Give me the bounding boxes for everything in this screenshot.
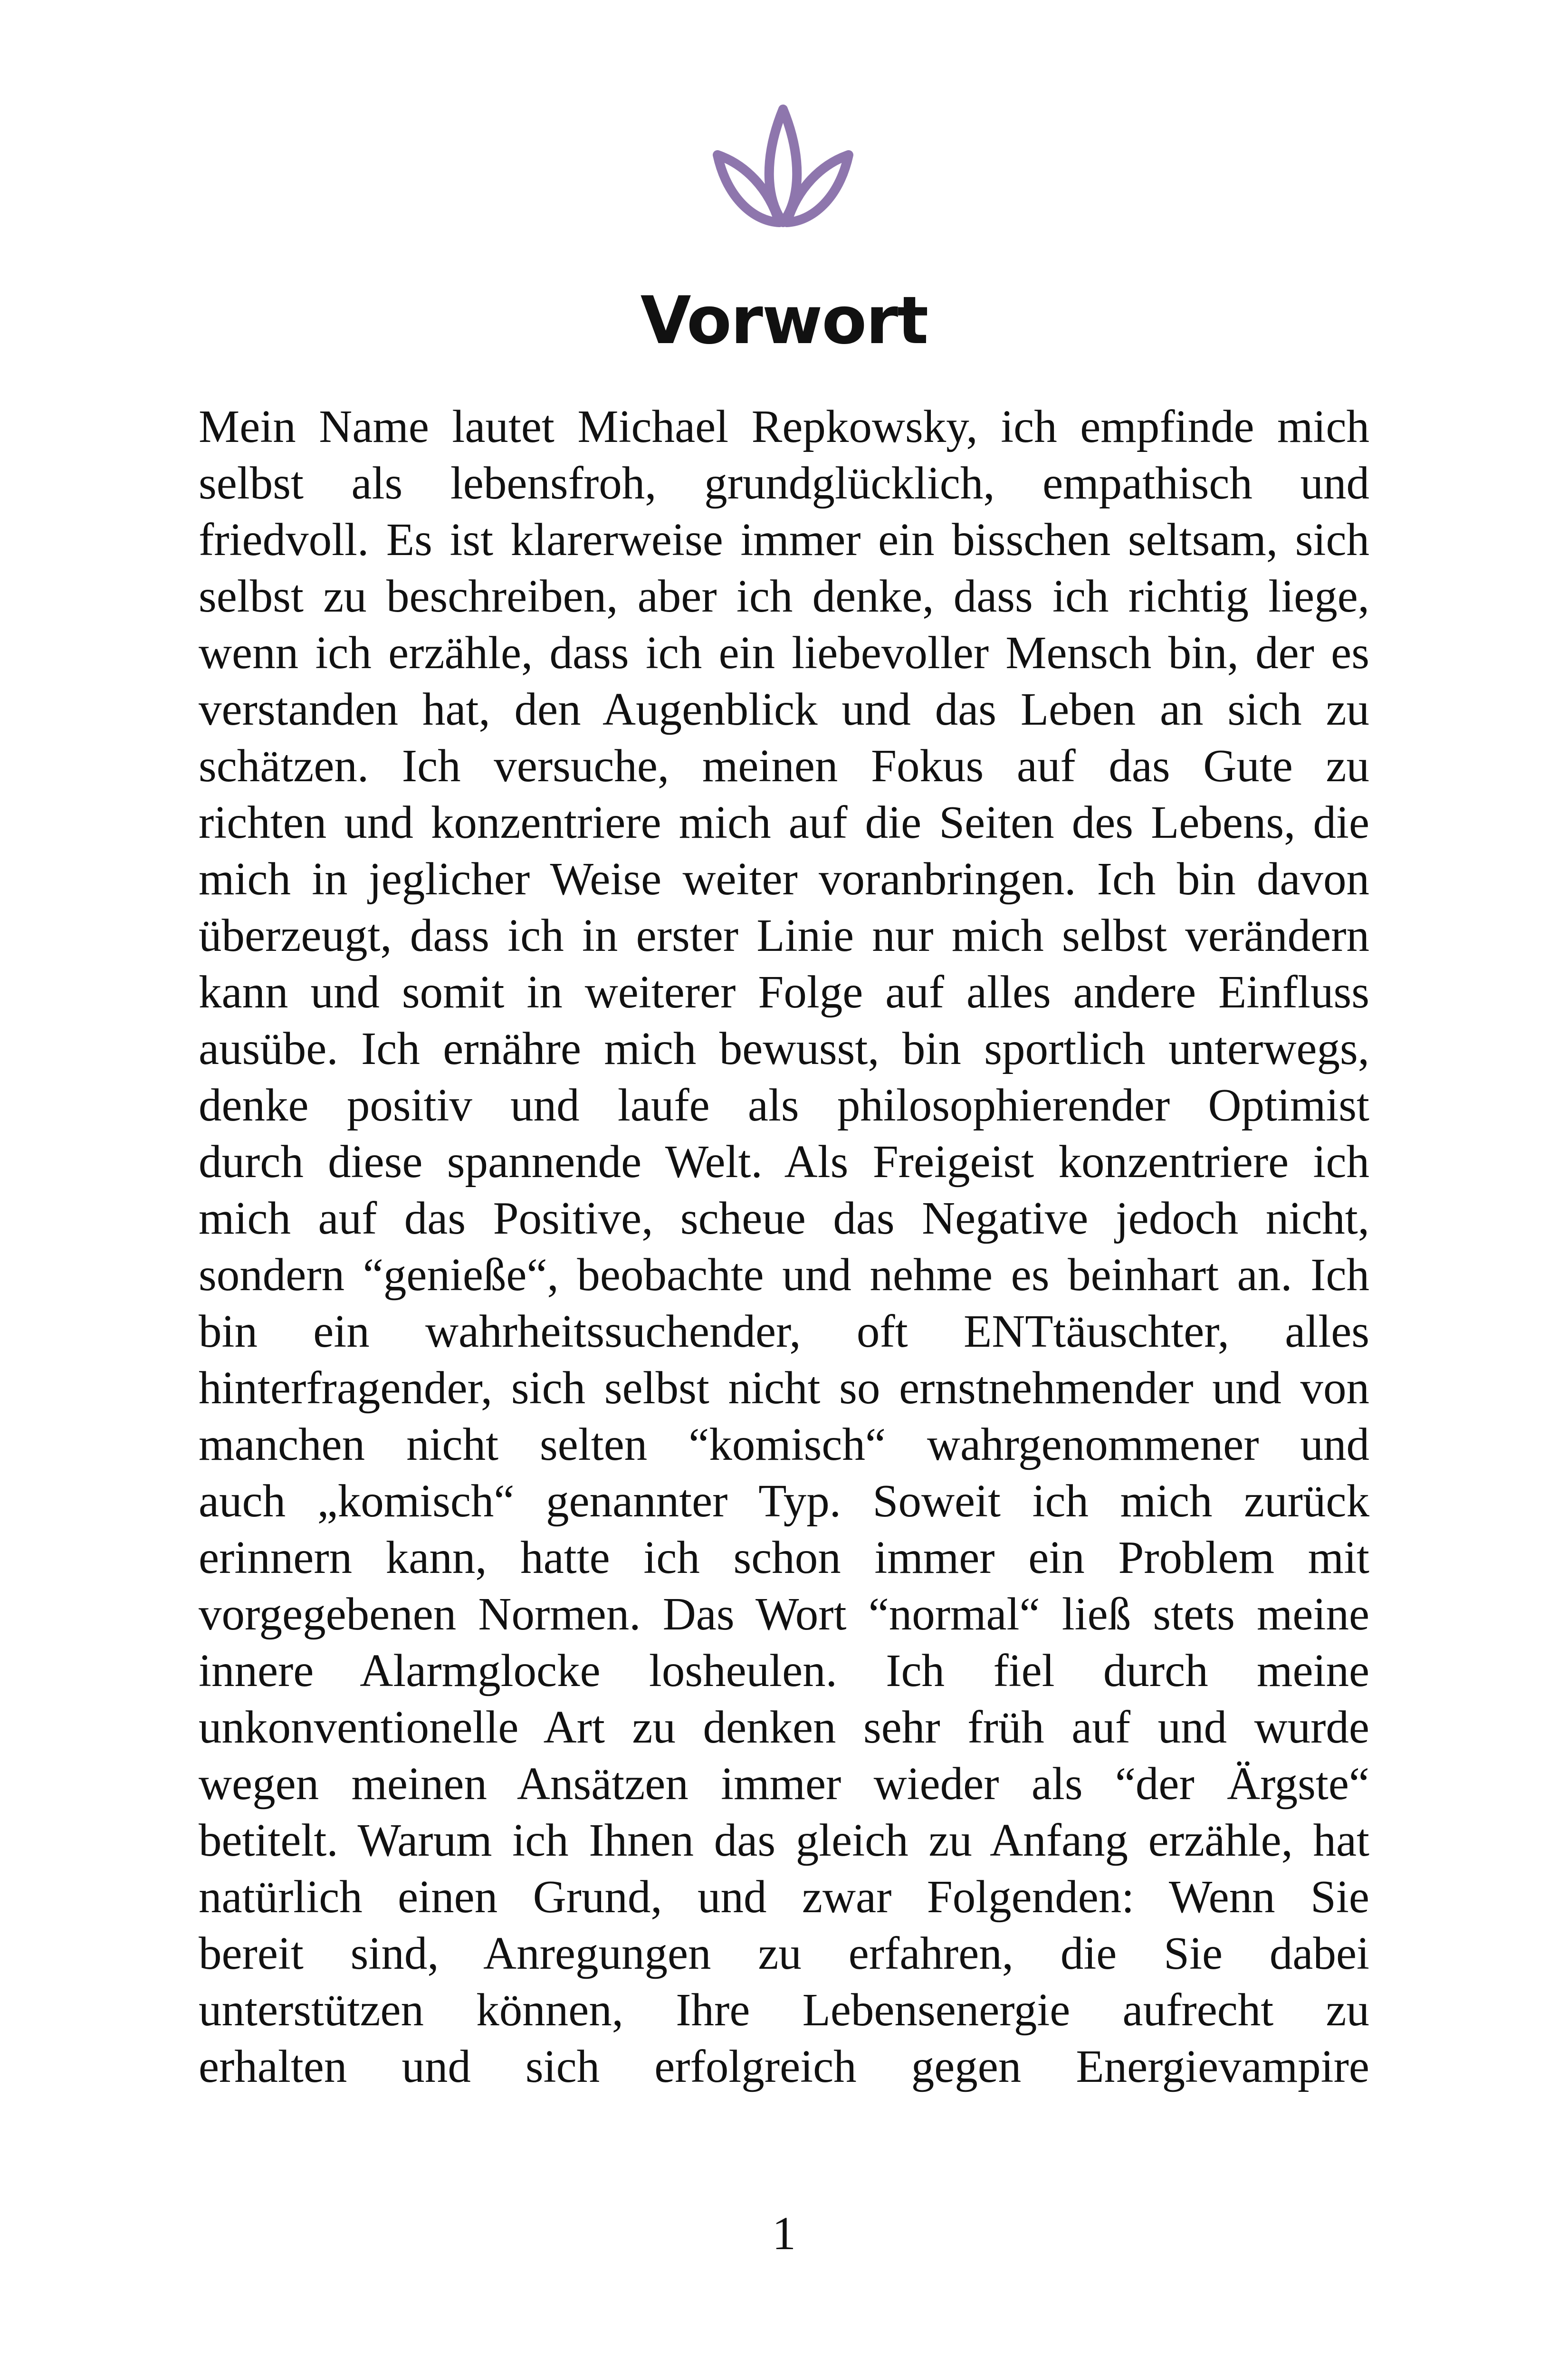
text-line: sondern “genieße“, beobachte und nehme es beinhart an. Ich <box>199 1249 1369 1300</box>
page-number: 1 <box>772 2207 796 2260</box>
lotus-icon <box>712 104 854 228</box>
text-line: unkonventionelle Art zu denken sehr früh auf und wurde <box>199 1702 1369 1753</box>
text-line: hinterfragender, sich selbst nicht so ernstnehmender und von <box>199 1362 1369 1413</box>
text-line: innere Alarmglocke losheulen. Ich fiel durch meine <box>199 1645 1369 1696</box>
text-line: friedvoll. Es ist klarerweise immer ein bisschen seltsam, sich <box>199 514 1369 565</box>
text-line: richten und konzentriere mich auf die Seiten des Lebens, die <box>199 797 1369 848</box>
body-paragraph <box>199 398 1369 2095</box>
text-line: ausübe. Ich ernähre mich bewusst, bin sportlich unterwegs, <box>199 1023 1369 1074</box>
text-line: vorgegebenen Normen. Das Wort “normal“ ließ stets meine <box>199 1589 1369 1639</box>
chapter-title: Vorwort <box>640 282 928 359</box>
text-line: manchen nicht selten “komisch“ wahrgenommener und <box>199 1419 1369 1470</box>
text-line: erhalten und sich erfolgreich gegen Energievampire <box>199 2041 1369 2092</box>
text-line: überzeugt, dass ich in erster Linie nur mich selbst verändern <box>199 910 1369 961</box>
text-line: betitelt. Warum ich Ihnen das gleich zu Anfang erzähle, hat <box>199 1815 1369 1866</box>
text-line: natürlich einen Grund, und zwar Folgenden: Wenn Sie <box>199 1871 1369 1922</box>
text-line: denke positiv und laufe als philosophierender Optimist <box>199 1080 1369 1131</box>
text-line: erinnern kann, hatte ich schon immer ein Problem mit <box>199 1532 1369 1583</box>
text-line: unterstützen können, Ihre Lebensenergie aufrecht zu <box>199 1984 1369 2035</box>
text-line: wenn ich erzähle, dass ich ein liebevoller Mensch bin, der es <box>199 627 1369 678</box>
text-line: mich in jeglicher Weise weiter voranbringen. Ich bin davon <box>199 853 1369 904</box>
text-line: verstanden hat, den Augenblick und das Leben an sich zu <box>199 684 1369 735</box>
text-line: kann und somit in weiterer Folge auf alles andere Einfluss <box>199 967 1369 1017</box>
text-line: durch diese spannende Welt. Als Freigeist konzentriere ich <box>199 1136 1369 1187</box>
text-line: mich auf das Positive, scheue das Negative jedoch nicht, <box>199 1193 1369 1244</box>
text-line: selbst zu beschreiben, aber ich denke, dass ich richtig liege, <box>199 571 1369 622</box>
text-line: bereit sind, Anregungen zu erfahren, die Sie dabei <box>199 1928 1369 1979</box>
text-line: schätzen. Ich versuche, meinen Fokus auf das Gute zu <box>199 740 1369 791</box>
text-line: selbst als lebensfroh, grundglücklich, empathisch und <box>199 458 1369 508</box>
text-line: auch „komisch“ genannter Typ. Soweit ich mich zurück <box>199 1475 1369 1526</box>
text-line: wegen meinen Ansätzen immer wieder als “der Ärgste“ <box>199 1758 1369 1809</box>
text-line: Mein Name lautet Michael Repkowsky, ich empfinde mich <box>199 401 1369 452</box>
text-line: bin ein wahrheitssuchender, oft ENTtäuschter, alles <box>199 1306 1369 1357</box>
